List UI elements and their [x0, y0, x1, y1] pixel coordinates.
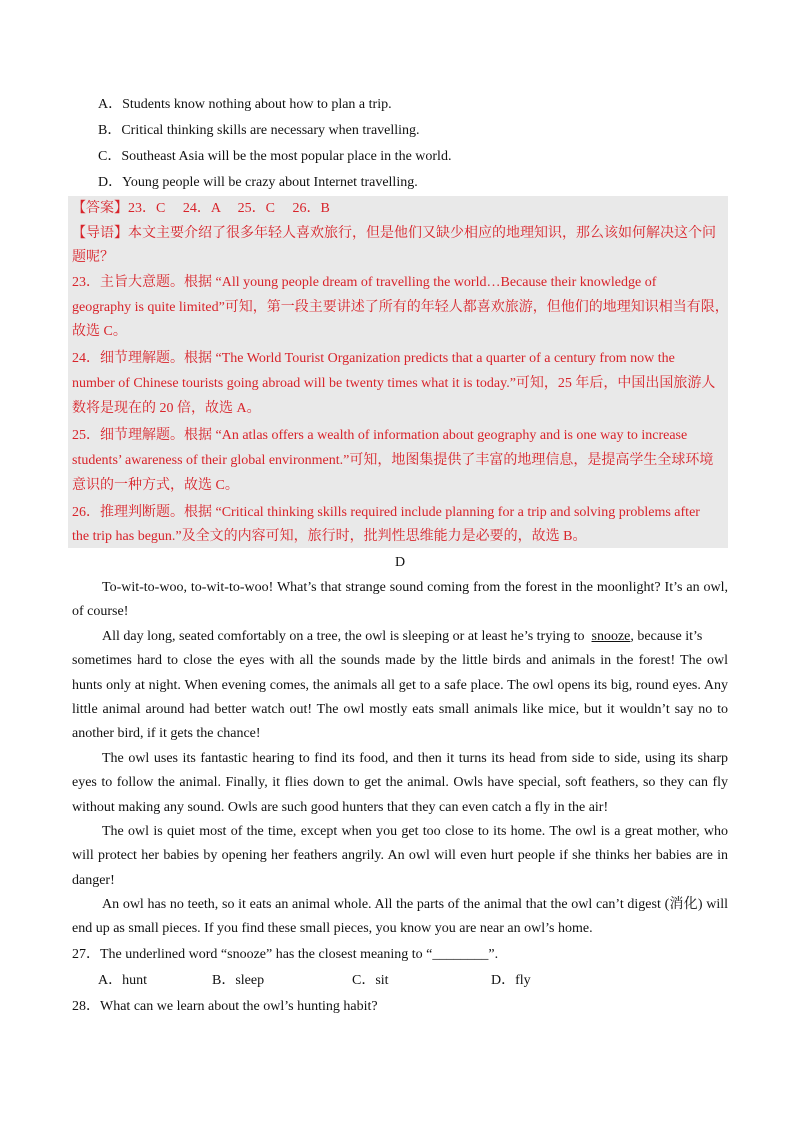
q27-option-d: D．fly	[491, 973, 531, 988]
question-27-stem: 27．The underlined word “snooze” has the closest meaning to “________”.	[72, 947, 499, 962]
passage-p5-line-2: end up as small pieces. If you find these small pieces, you know you are near an owl’s home.	[72, 921, 593, 937]
guide-line-2: 题呢？	[72, 250, 114, 265]
option-a: A．Students know nothing about how to plan a trip.	[98, 97, 392, 112]
explain-24-line-2: number of Chinese tourists going abroad will be twenty times what it is today.”可知，25 年后，中国出国旅游人	[72, 376, 716, 391]
passage-p4-line-1: The owl is quiet most of the time, except when you get too close to its home. The owl is a great mother, who	[102, 823, 728, 839]
explain-23-line-3: 故选 C。	[72, 324, 127, 339]
passage-p2-line-5: another bird, if it gets the chance!	[72, 726, 261, 742]
explain-24-line-3: 数将是现在的 20 倍，故选 A。	[72, 401, 261, 416]
q27-option-c: C．sit	[352, 973, 389, 988]
answers-line: 【答案】23．C 24．A 25．C 26．B	[72, 201, 330, 216]
option-c: C．Southeast Asia will be the most popular place in the world.	[98, 149, 452, 164]
section-heading: D	[394, 555, 406, 570]
passage-p2-line-3: hunts only at night. When evening comes, the animals all get to a safe place. The owl opens its big, round eyes. Any	[72, 677, 728, 693]
explain-26-line-2: the trip has begun.”及全文的内容可知，旅行时，批判性思维能力是必要的，故选 B。	[72, 529, 587, 544]
passage-p3-line-3: without making any sound. Owls are such good hunters that they can even catch a fly in the air!	[72, 799, 609, 815]
passage-p4-line-2: will protect her babies by opening her feathers angrily. An owl will even hurt people if she thinks her babies are in	[72, 848, 728, 864]
explain-26-line-1: 26．推理判断题。根据 “Critical thinking skills required include planning for a trip and solving problems after	[72, 505, 700, 520]
passage-p2-text-after: , because it’s	[630, 628, 703, 644]
passage-p1-line-1: To-wit-to-woo, to-wit-to-woo! What’s that strange sound coming from the forest in the moonlight? It’s an owl,	[102, 580, 728, 595]
passage-p3-line-1: The owl uses its fantastic hearing to find its food, and then it turns its head from side to side, using its sharp	[102, 750, 728, 766]
explain-23-line-2: geography is quite limited”可知，第一段主要讲述了所有的年轻人都喜欢旅游，但他们的地理知识相当有限，	[72, 300, 729, 315]
guide-line-1: 【导语】本文主要介绍了很多年轻人喜欢旅行，但是他们又缺少相应的地理知识，那么该如何解决这个问	[72, 226, 716, 241]
question-28-stem: 28．What can we learn about the owl’s hunting habit?	[72, 999, 378, 1014]
q27-option-a: A．hunt	[98, 973, 147, 988]
passage-p4-line-3: danger!	[72, 872, 115, 888]
explain-24-line-1: 24．细节理解题。根据 “The World Tourist Organization predicts that a quarter of a century from now the	[72, 351, 675, 366]
explain-23-line-1: 23．主旨大意题。根据 “All young people dream of travelling the world…Because their knowledge of	[72, 275, 657, 290]
passage-p3-line-2: eyes to follow the animal. Finally, it flies down to get the animal. Owls have special, soft feathers, so they can fly	[72, 775, 728, 791]
option-d: D．Young people will be crazy about Internet travelling.	[98, 175, 418, 190]
q27-option-b: B．sleep	[212, 973, 265, 988]
underlined-word-snooze: snooze	[591, 628, 631, 644]
option-b: B．Critical thinking skills are necessary when travelling.	[98, 123, 420, 138]
passage-p5-line-1: An owl has no teeth, so it eats an animal whole. All the parts of the animal that the owl can’t digest (消化) will	[102, 897, 728, 913]
passage-p2-line-2: sometimes hard to close the eyes with all the sounds made by the little birds and animals in the forest! The owl	[72, 653, 728, 669]
passage	[72, 576, 728, 942]
explain-25-line-2: students’ awareness of their global environment.”可知，地图集提供了丰富的地理信息，是提高学生全球环境	[72, 453, 714, 468]
passage-p2-line-4: little animal around had better watch out! The owl mostly eats small animals like mice, but it wouldn’t say no to	[72, 701, 728, 717]
passage-p1-line-2: of course!	[72, 604, 129, 620]
passage-p2-line-1	[72, 625, 728, 649]
explain-25-line-3: 意识的一种方式，故选 C。	[72, 478, 239, 493]
passage-p2-text-before: All day long, seated comfortably on a tree, the owl is sleeping or at least he’s trying to	[102, 628, 585, 644]
explain-25-line-1: 25．细节理解题。根据 “An atlas offers a wealth of information about geography and is one way to increase	[72, 428, 688, 443]
